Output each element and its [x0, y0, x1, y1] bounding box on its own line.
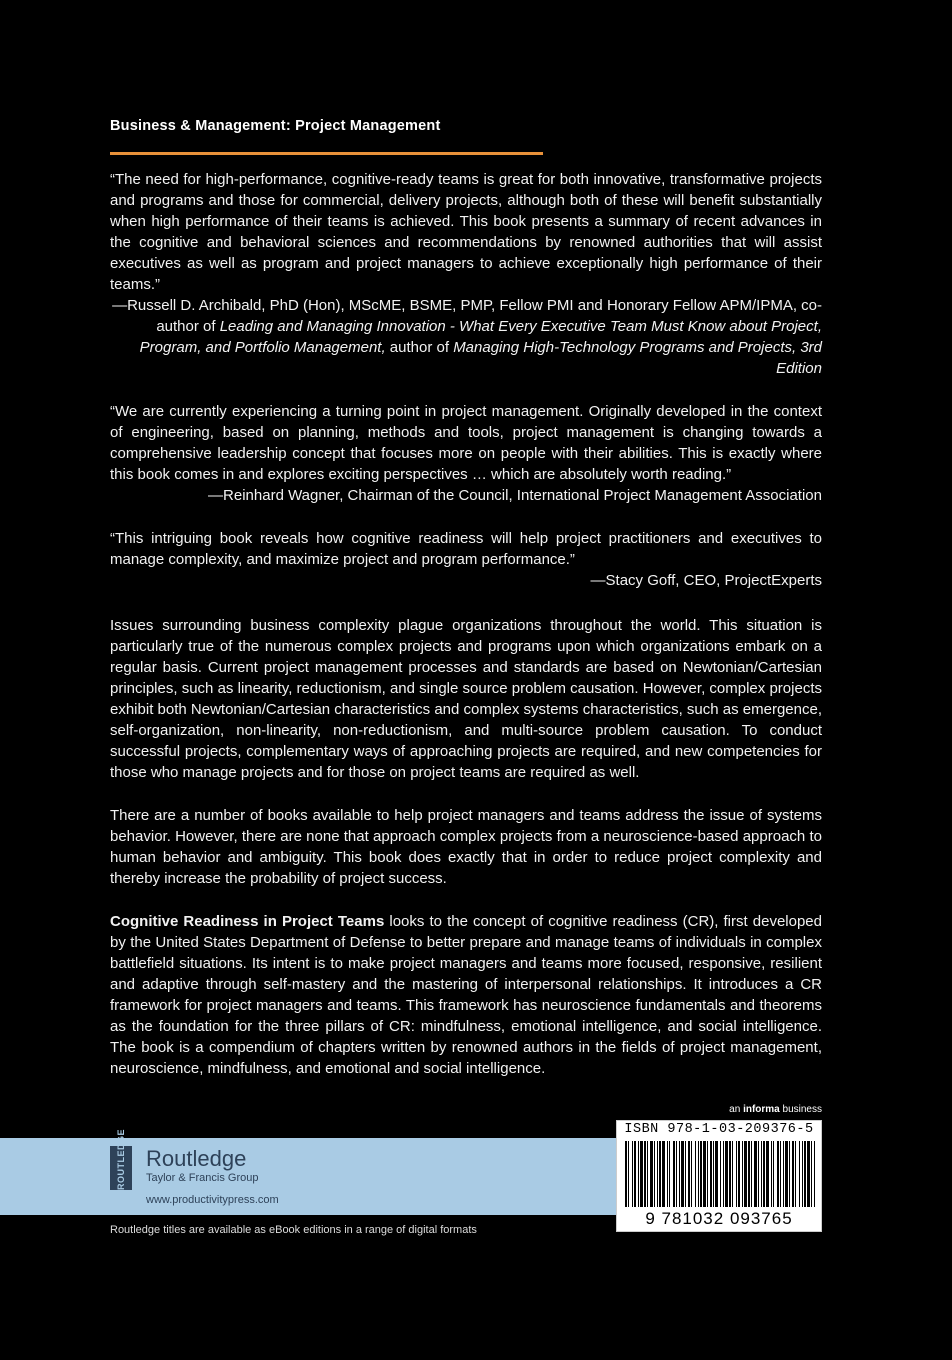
- barcode-bar: [644, 1141, 646, 1207]
- isbn-label: ISBN 978-1-03-209376-5: [624, 1122, 814, 1137]
- informa-brand: informa: [743, 1104, 780, 1115]
- quote-goff: [110, 528, 822, 591]
- barcode-bar: [650, 1141, 653, 1207]
- quote-attribution: —Stacy Goff, CEO, ProjectExperts: [590, 572, 822, 589]
- barcode-bar: [710, 1141, 712, 1207]
- barcode-bar: [771, 1141, 772, 1207]
- barcode-bar: [799, 1141, 800, 1207]
- barcode-bar: [763, 1141, 765, 1207]
- barcode-bar: [814, 1141, 815, 1207]
- barcode-bar: [673, 1141, 675, 1207]
- barcode-bar: [647, 1141, 648, 1207]
- barcode-bar: [681, 1141, 684, 1207]
- book-title: Leading and Managing Innovation - What Every Executive Team Must Know about Project, Program, and Portfolio Management,: [139, 318, 822, 356]
- quote-attribution: [110, 295, 822, 379]
- barcode-bar: [688, 1141, 690, 1207]
- informa-suffix: business: [779, 1104, 822, 1115]
- publisher-name: Routledge: [146, 1146, 247, 1171]
- barcode-bar: [777, 1141, 779, 1207]
- barcode-bar: [676, 1141, 677, 1207]
- barcode-bar: [632, 1141, 633, 1207]
- barcode-bar: [654, 1141, 655, 1207]
- barcode-bar: [742, 1141, 743, 1207]
- informa-prefix: an: [729, 1104, 744, 1115]
- isbn-barcode: [616, 1120, 822, 1232]
- ebook-note: Routledge titles are available as eBook editions in a range of digital formats: [110, 1224, 477, 1236]
- informa-tagline: [729, 1104, 822, 1115]
- barcode-bar: [698, 1141, 699, 1207]
- barcode-bar: [738, 1141, 740, 1207]
- barcode-bar: [640, 1141, 643, 1207]
- quote-wagner: [110, 401, 822, 506]
- barcode-bar: [732, 1141, 733, 1207]
- barcode-bar: [736, 1141, 737, 1207]
- description-paragraph-3: [110, 911, 822, 1079]
- barcode-bar: [679, 1141, 680, 1207]
- paragraph-text: looks to the concept of cognitive readiness (CR), first developed by the United States Department of Defense to better prepare and manage teams of individuals in complex battlefield situations. Its intent is to make project managers and teams more focused, responsive, resilient and adaptive through self-mastery and the mastering of interpersonal relationships. It introduces a CR framework for project managers and teams. This framework has neuroscience fundamentals and theorems as the foundation for the three pillars of CR: mindfulness, emotional intelligence, and social intelligence. The book is a compendium of chapters written by renowned authors in the fields of project management, neuroscience, mindfulness, and emotional and social intelligence.: [110, 913, 822, 1077]
- category-heading: Business & Management: Project Management: [110, 118, 441, 134]
- barcode-bar: [657, 1141, 658, 1207]
- barcode-bar: [707, 1141, 708, 1207]
- barcode-bar: [685, 1141, 686, 1207]
- publisher-band: [0, 1138, 616, 1215]
- routledge-logo-icon: ROUTLEDGE: [110, 1146, 132, 1190]
- barcode-bar: [720, 1141, 721, 1207]
- barcode-bar: [638, 1141, 639, 1207]
- barcode-bar: [628, 1141, 629, 1207]
- book-title-bold: Cognitive Readiness in Project Teams: [110, 913, 385, 930]
- orange-divider: [110, 152, 543, 155]
- barcode-bar: [723, 1141, 724, 1207]
- description-paragraph-2: There are a number of books available to help project managers and teams address the issue of systems behavior. However, there are none that approach complex projects from a neuroscience-based approach to human behavior and ambiguity. This book does exactly that in order to reduce project complexity and thereby increase the probability of project success.: [110, 807, 822, 887]
- barcode-bar: [754, 1141, 757, 1207]
- barcode-bar: [748, 1141, 750, 1207]
- barcode-bar: [715, 1141, 718, 1207]
- barcode-bar: [789, 1141, 790, 1207]
- barcode-bar: [795, 1141, 796, 1207]
- attribution-text: author of: [385, 339, 454, 356]
- barcode-bar: [725, 1141, 728, 1207]
- barcode-bars: [625, 1141, 815, 1207]
- barcode-bar: [695, 1141, 696, 1207]
- barcode-bar: [783, 1141, 784, 1207]
- barcode-bar: [780, 1141, 781, 1207]
- attribution-text: —Russell D. Archibald, PhD (Hon), MScME, BSME, PMP, Fellow PMI and Honorary Fellow APM/IPMA, co-author of: [112, 297, 822, 335]
- publisher-url: www.productivitypress.com: [146, 1194, 279, 1206]
- quote-archibald: [110, 169, 822, 379]
- barcode-bar: [625, 1141, 627, 1207]
- barcode-bar: [773, 1141, 774, 1207]
- barcode-bar: [804, 1141, 806, 1207]
- book-title: Managing High-Technology Programs and Projects, 3rd Edition: [453, 339, 822, 377]
- quote-text: “The need for high-performance, cognitive-ready teams is great for both innovative, transformative projects and programs and those for commercial, delivery projects, although both of these will benefit substantially when high performance of their teams is achieved. This book presents a summary of recent advances in the cognitive and behavioral sciences and recommendations by renowned authorities that will assist executives as well as program and project managers to achieve exceptionally high performance of their teams.”: [110, 171, 822, 293]
- barcode-bar: [729, 1141, 731, 1207]
- barcode-bar: [785, 1141, 788, 1207]
- quote-attribution: —Reinhard Wagner, Chairman of the Council, International Project Management Association: [208, 487, 822, 504]
- description-paragraph-1: Issues surrounding business complexity plague organizations throughout the world. This situation is particularly true of the numerous complex projects and programs upon which organizations embark on a regular basis. Current project management processes and standards are based on Newtonian/Cartesian principles, such as linearity, reductionism, and single source problem causation. However, complex projects exhibit both Newtonian/Cartesian characteristics and complex systems characteristics, such as emergence, self-organization, non-linearity, non-reductionism, and multi-source problem causation. To conduct successful projects, complementary ways of approaching projects are required, and new competencies for those who manage projects and for those on project teams are required as well.: [110, 617, 822, 781]
- publisher-block: [146, 1147, 279, 1207]
- barcode-bar: [703, 1141, 706, 1207]
- barcode-bar: [802, 1141, 803, 1207]
- back-cover-content: [110, 118, 822, 1079]
- barcode-bar: [713, 1141, 714, 1207]
- barcode-bar: [634, 1141, 636, 1207]
- barcode-bar: [744, 1141, 747, 1207]
- barcode-bar: [811, 1141, 812, 1207]
- barcode-bar: [659, 1141, 661, 1207]
- publisher-group: Taylor & Francis Group: [146, 1172, 259, 1184]
- barcode-bar: [766, 1141, 769, 1207]
- barcode-bar: [807, 1141, 810, 1207]
- barcode-bar: [758, 1141, 759, 1207]
- barcode-bar: [669, 1141, 670, 1207]
- barcode-bar: [792, 1141, 794, 1207]
- quote-text: “We are currently experiencing a turning point in project management. Originally developed in the context of engineering, based on planning, methods and tools, project management is changing towards a comprehensive leadership concept that focuses more on people with their abilities. This is exactly where this book comes in and explores exciting perspectives … which are absolutely worth reading.”: [110, 403, 822, 483]
- isbn-digits: 9 781032 093765: [645, 1209, 793, 1228]
- barcode-bar: [761, 1141, 762, 1207]
- barcode-bar: [662, 1141, 665, 1207]
- barcode-bar: [751, 1141, 752, 1207]
- quote-text: “This intriguing book reveals how cognitive readiness will help project practitioners and executives to manage complexity, and maximize project and program performance.”: [110, 530, 822, 568]
- barcode-bar: [667, 1141, 668, 1207]
- barcode-bar: [691, 1141, 692, 1207]
- barcode-bar: [700, 1141, 702, 1207]
